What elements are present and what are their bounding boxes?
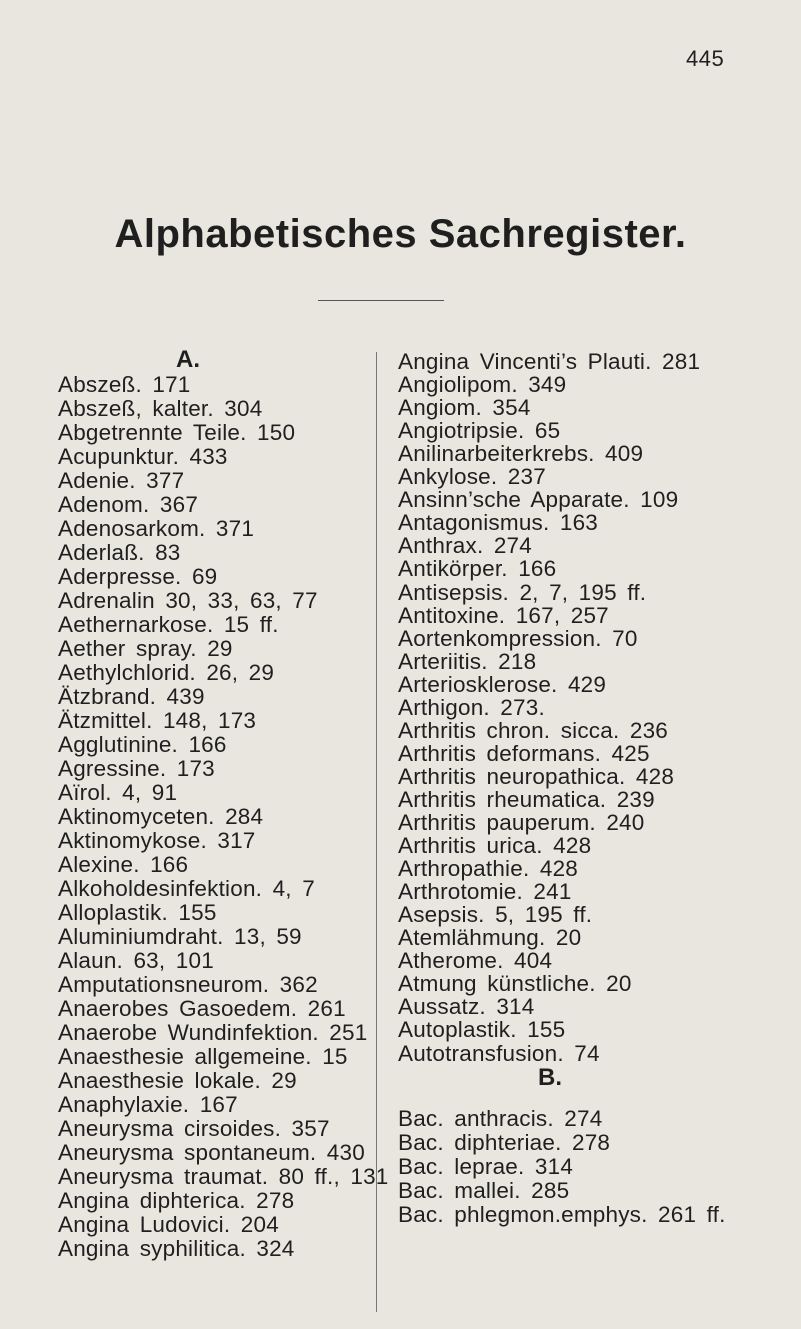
index-entry: Anaphylaxie. 167	[58, 1092, 238, 1117]
index-entry: Alexine. 166	[58, 852, 189, 877]
index-entry: Angina syphilitica. 324	[58, 1236, 295, 1261]
index-entry: Abszeß. 171	[58, 372, 191, 397]
index-entry: Abgetrennte Teile. 150	[58, 420, 296, 445]
index-entry: Antagonismus. 163	[398, 510, 599, 536]
index-entry: Arthritis deformans. 425	[398, 740, 650, 766]
index-entry: Agressine. 173	[58, 756, 215, 781]
index-entry: Ansinn’sche Apparate. 109	[398, 487, 679, 513]
page-number: 445	[686, 46, 725, 71]
index-entry: Autoplastik. 155	[398, 1017, 566, 1043]
index-entry: Aneurysma cirsoides. 357	[58, 1116, 330, 1141]
index-entry: Adrenalin 30, 33, 63, 77	[58, 588, 318, 613]
index-entry: Anilinarbeiterkrebs. 409	[398, 441, 644, 467]
index-entry: Aortenkompression. 70	[398, 625, 638, 651]
index-entry: Acupunktur. 433	[58, 444, 228, 469]
index-entry: Aneurysma spontaneum. 430	[58, 1140, 365, 1165]
index-entry: Angiom. 354	[398, 395, 531, 421]
index-entry: Arthigon. 273.	[398, 694, 545, 720]
index-entry: Arthritis urica. 428	[398, 833, 592, 859]
index-entry: Aïrol. 4, 91	[58, 780, 178, 805]
index-entry: Aethylchlorid. 26, 29	[58, 660, 275, 685]
index-entry: Arthritis neuropathica. 428	[398, 763, 675, 789]
index-entry: Ätzbrand. 439	[58, 684, 205, 709]
index-entry: Bac. diphteriae. 278	[398, 1130, 611, 1155]
index-entry: Abszeß, kalter. 304	[58, 396, 263, 421]
index-entry: Arteriosklerose. 429	[398, 671, 607, 697]
index-entry: Bac. phlegmon.emphys. 261 ff.	[398, 1202, 726, 1227]
index-entry: Aderlaß. 83	[58, 540, 181, 565]
section-letter-b: B.	[538, 1064, 562, 1091]
index-entry: Angiolipom. 349	[398, 372, 567, 398]
index-entry: Anaerobes Gasoedem. 261	[58, 996, 346, 1021]
index-entry: Amputationsneurom. 362	[58, 972, 318, 997]
index-entry: Autotransfusion. 74	[398, 1040, 600, 1066]
index-entry: Arteriitis. 218	[398, 648, 537, 674]
index-entry: Ankylose. 237	[398, 464, 546, 490]
index-entry: Aktinomyceten. 284	[58, 804, 264, 829]
index-entry: Atmung künstliche. 20	[398, 971, 632, 997]
index-entry: Antitoxine. 167, 257	[398, 602, 609, 628]
index-entry: Aktinomykose. 317	[58, 828, 256, 853]
index-entry: Arthropathie. 428	[398, 856, 579, 882]
index-entry: Angiotripsie. 65	[398, 418, 561, 444]
index-entry: Alkoholdesinfektion. 4, 7	[58, 876, 315, 901]
index-entry: Alloplastik. 155	[58, 900, 217, 925]
index-entry: Adenie. 377	[58, 468, 185, 493]
section-letter-a: A.	[176, 346, 200, 373]
index-entry: Anthrax. 274	[398, 533, 532, 559]
index-entry: Asepsis. 5, 195 ff.	[398, 902, 593, 928]
index-entry: Anaesthesie allgemeine. 15	[58, 1044, 348, 1069]
index-entry: Arthritis chron. sicca. 236	[398, 717, 668, 743]
index-entry: Anaerobe Wundinfektion. 251	[58, 1020, 368, 1045]
index-entry: Adenom. 367	[58, 492, 199, 517]
index-entry: Ätzmittel. 148, 173	[58, 708, 257, 733]
index-entry: Aneurysma traumat. 80 ff., 131	[58, 1164, 389, 1189]
index-entry: Alaun. 63, 101	[58, 948, 214, 973]
title-rule	[318, 300, 444, 301]
index-entry: Atemlähmung. 20	[398, 925, 582, 951]
index-entry: Angina diphterica. 278	[58, 1188, 295, 1213]
index-entry: Aderpresse. 69	[58, 564, 218, 589]
index-entry: Aethernarkose. 15 ff.	[58, 612, 279, 637]
index-entry: Aether spray. 29	[58, 636, 233, 661]
index-entry: Adenosarkom. 371	[58, 516, 255, 541]
page-title: Alphabetisches Sachregister.	[114, 212, 687, 256]
index-entry: Antikörper. 166	[398, 556, 557, 582]
index-entry: Anaesthesie lokale. 29	[58, 1068, 297, 1093]
index-entry: Bac. leprae. 314	[398, 1154, 574, 1179]
index-entry: Aluminiumdraht. 13, 59	[58, 924, 302, 949]
index-entry: Aussatz. 314	[398, 994, 535, 1020]
index-entry: Arthrotomie. 241	[398, 879, 572, 905]
index-entry: Arthritis pauperum. 240	[398, 810, 645, 835]
index-entry: Bac. mallei. 285	[398, 1178, 570, 1203]
index-entry: Bac. anthracis. 274	[398, 1106, 603, 1131]
index-entry: Angina Ludovici. 204	[58, 1212, 279, 1237]
index-entry: Angina Vincenti’s Plauti. 281	[398, 349, 701, 374]
index-entry: Antisepsis. 2, 7, 195 ff.	[398, 579, 647, 605]
index-entry: Arthritis rheumatica. 239	[398, 786, 655, 812]
index-entry: Atherome. 404	[398, 948, 553, 974]
index-entry: Agglutinine. 166	[58, 732, 227, 757]
